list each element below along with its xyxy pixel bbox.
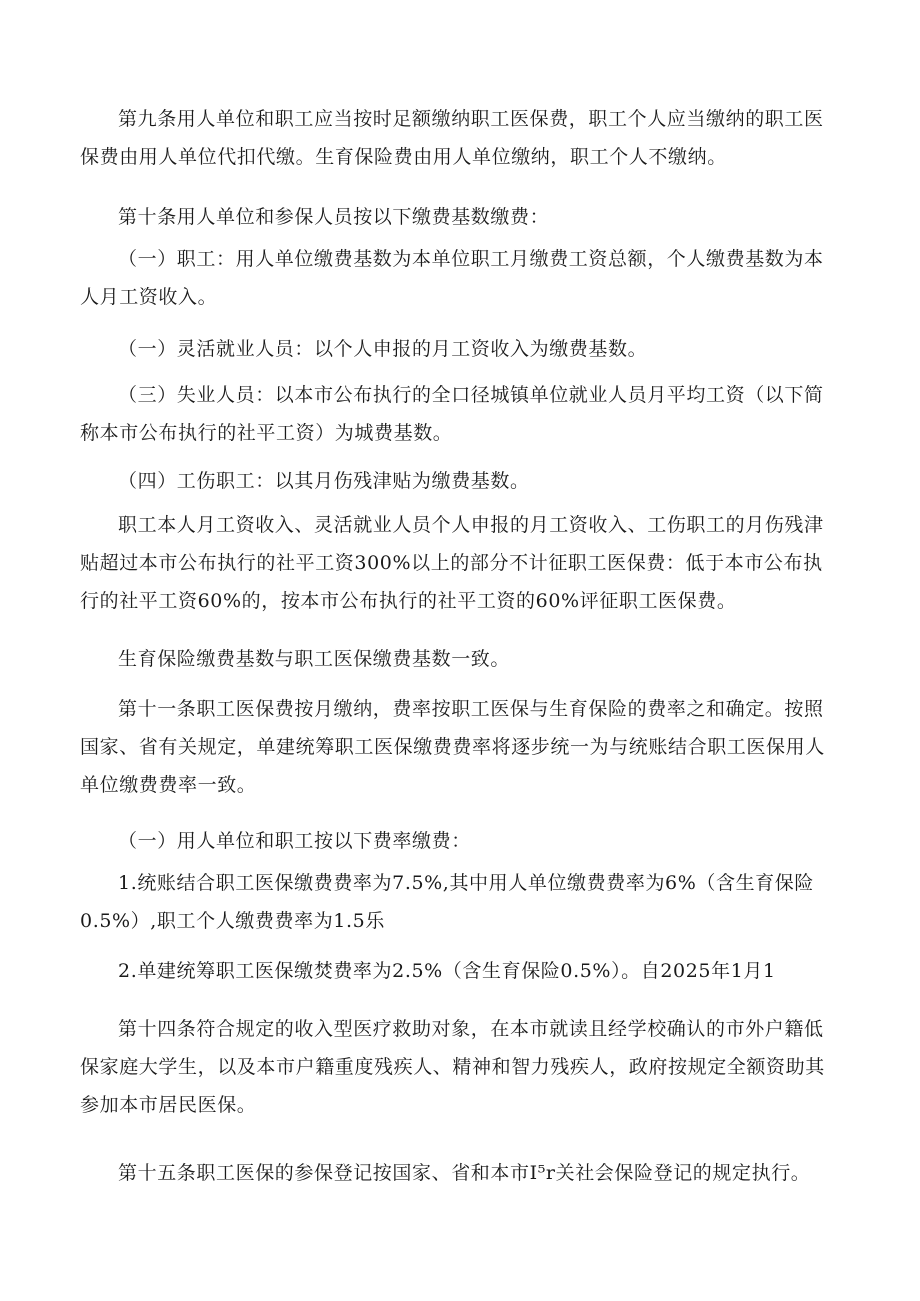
paragraph-rate-2: 2.单建统筹职工医保缴焚费率为2.5%（含生育保险0.5%）。自2025年1月1 xyxy=(118,960,776,982)
paragraph-item-flexible: （一）灵活就业人员：以个人申报的月工资收入为缴费基数。 xyxy=(118,338,648,360)
paragraph-maternity-base: 生育保险缴费基数与职工医保缴费基数一致。 xyxy=(118,648,511,670)
paragraph-item-unemployed: （三）失业人员：以本市公布执行的全口径城镇单位就业人员月平均工资（以下简称本市公布执行的社平工资）为城费基数。 xyxy=(80,384,824,444)
paragraph-item-employee: （一）职工：用人单位缴费基数为本单位职工月缴费工资总额，个人缴费基数为本人月工资收入。 xyxy=(80,248,824,308)
paragraph-article-10: 第十条用人单位和参保人员按以下缴费基数缴费： xyxy=(118,206,550,228)
paragraph-rate-1: 1.统账结合职工医保缴费费率为7.5%,其中用人单位缴费费率为6%（含生育保险0.5%）,职工个人缴费费率为1.5乐 xyxy=(80,872,814,932)
paragraph-article-15: 第十五条职工医保的参保登记按国家、省和本市I⁵r关社会保险登记的规定执行。 xyxy=(118,1162,811,1184)
paragraph-article-14: 第十四条符合规定的收入型医疗救助对象，在本市就读且经学校确认的市外户籍低保家庭大学生，以及本市户籍重度残疾人、精神和智力残疾人，政府按规定全额资助其参加本市居民医保。 xyxy=(80,1018,825,1116)
paragraph-item-injured: （四）工伤职工：以其月伤残津贴为缴费基数。 xyxy=(118,470,530,492)
paragraph-article-9: 第九条用人单位和职工应当按时足额缴纳职工医保费，职工个人应当缴纳的职工医保费由用人单位代扣代缴。生育保险费由用人单位缴纳，职工个人不缴纳。 xyxy=(80,108,824,168)
paragraph-rate-intro: （一）用人单位和职工按以下费率缴费： xyxy=(118,830,471,852)
paragraph-article-11: 第十一条职工医保费按月缴纳，费率按职工医保与生育保险的费率之和确定。按照国家、省有关规定，单建统筹职工医保缴费费率将逐步统一为与统账结合职工医保用人单位缴费费率一致。 xyxy=(80,698,825,796)
paragraph-base-limits: 职工本人月工资收入、灵活就业人员个人申报的月工资收入、工伤职工的月伤残津贴超过本市公布执行的社平工资300%以上的部分不计征职工医保费：低于本市公布执行的社平工资60%的，按本市公布执行的社平工资的60%评征职工医保费。 xyxy=(80,514,824,612)
